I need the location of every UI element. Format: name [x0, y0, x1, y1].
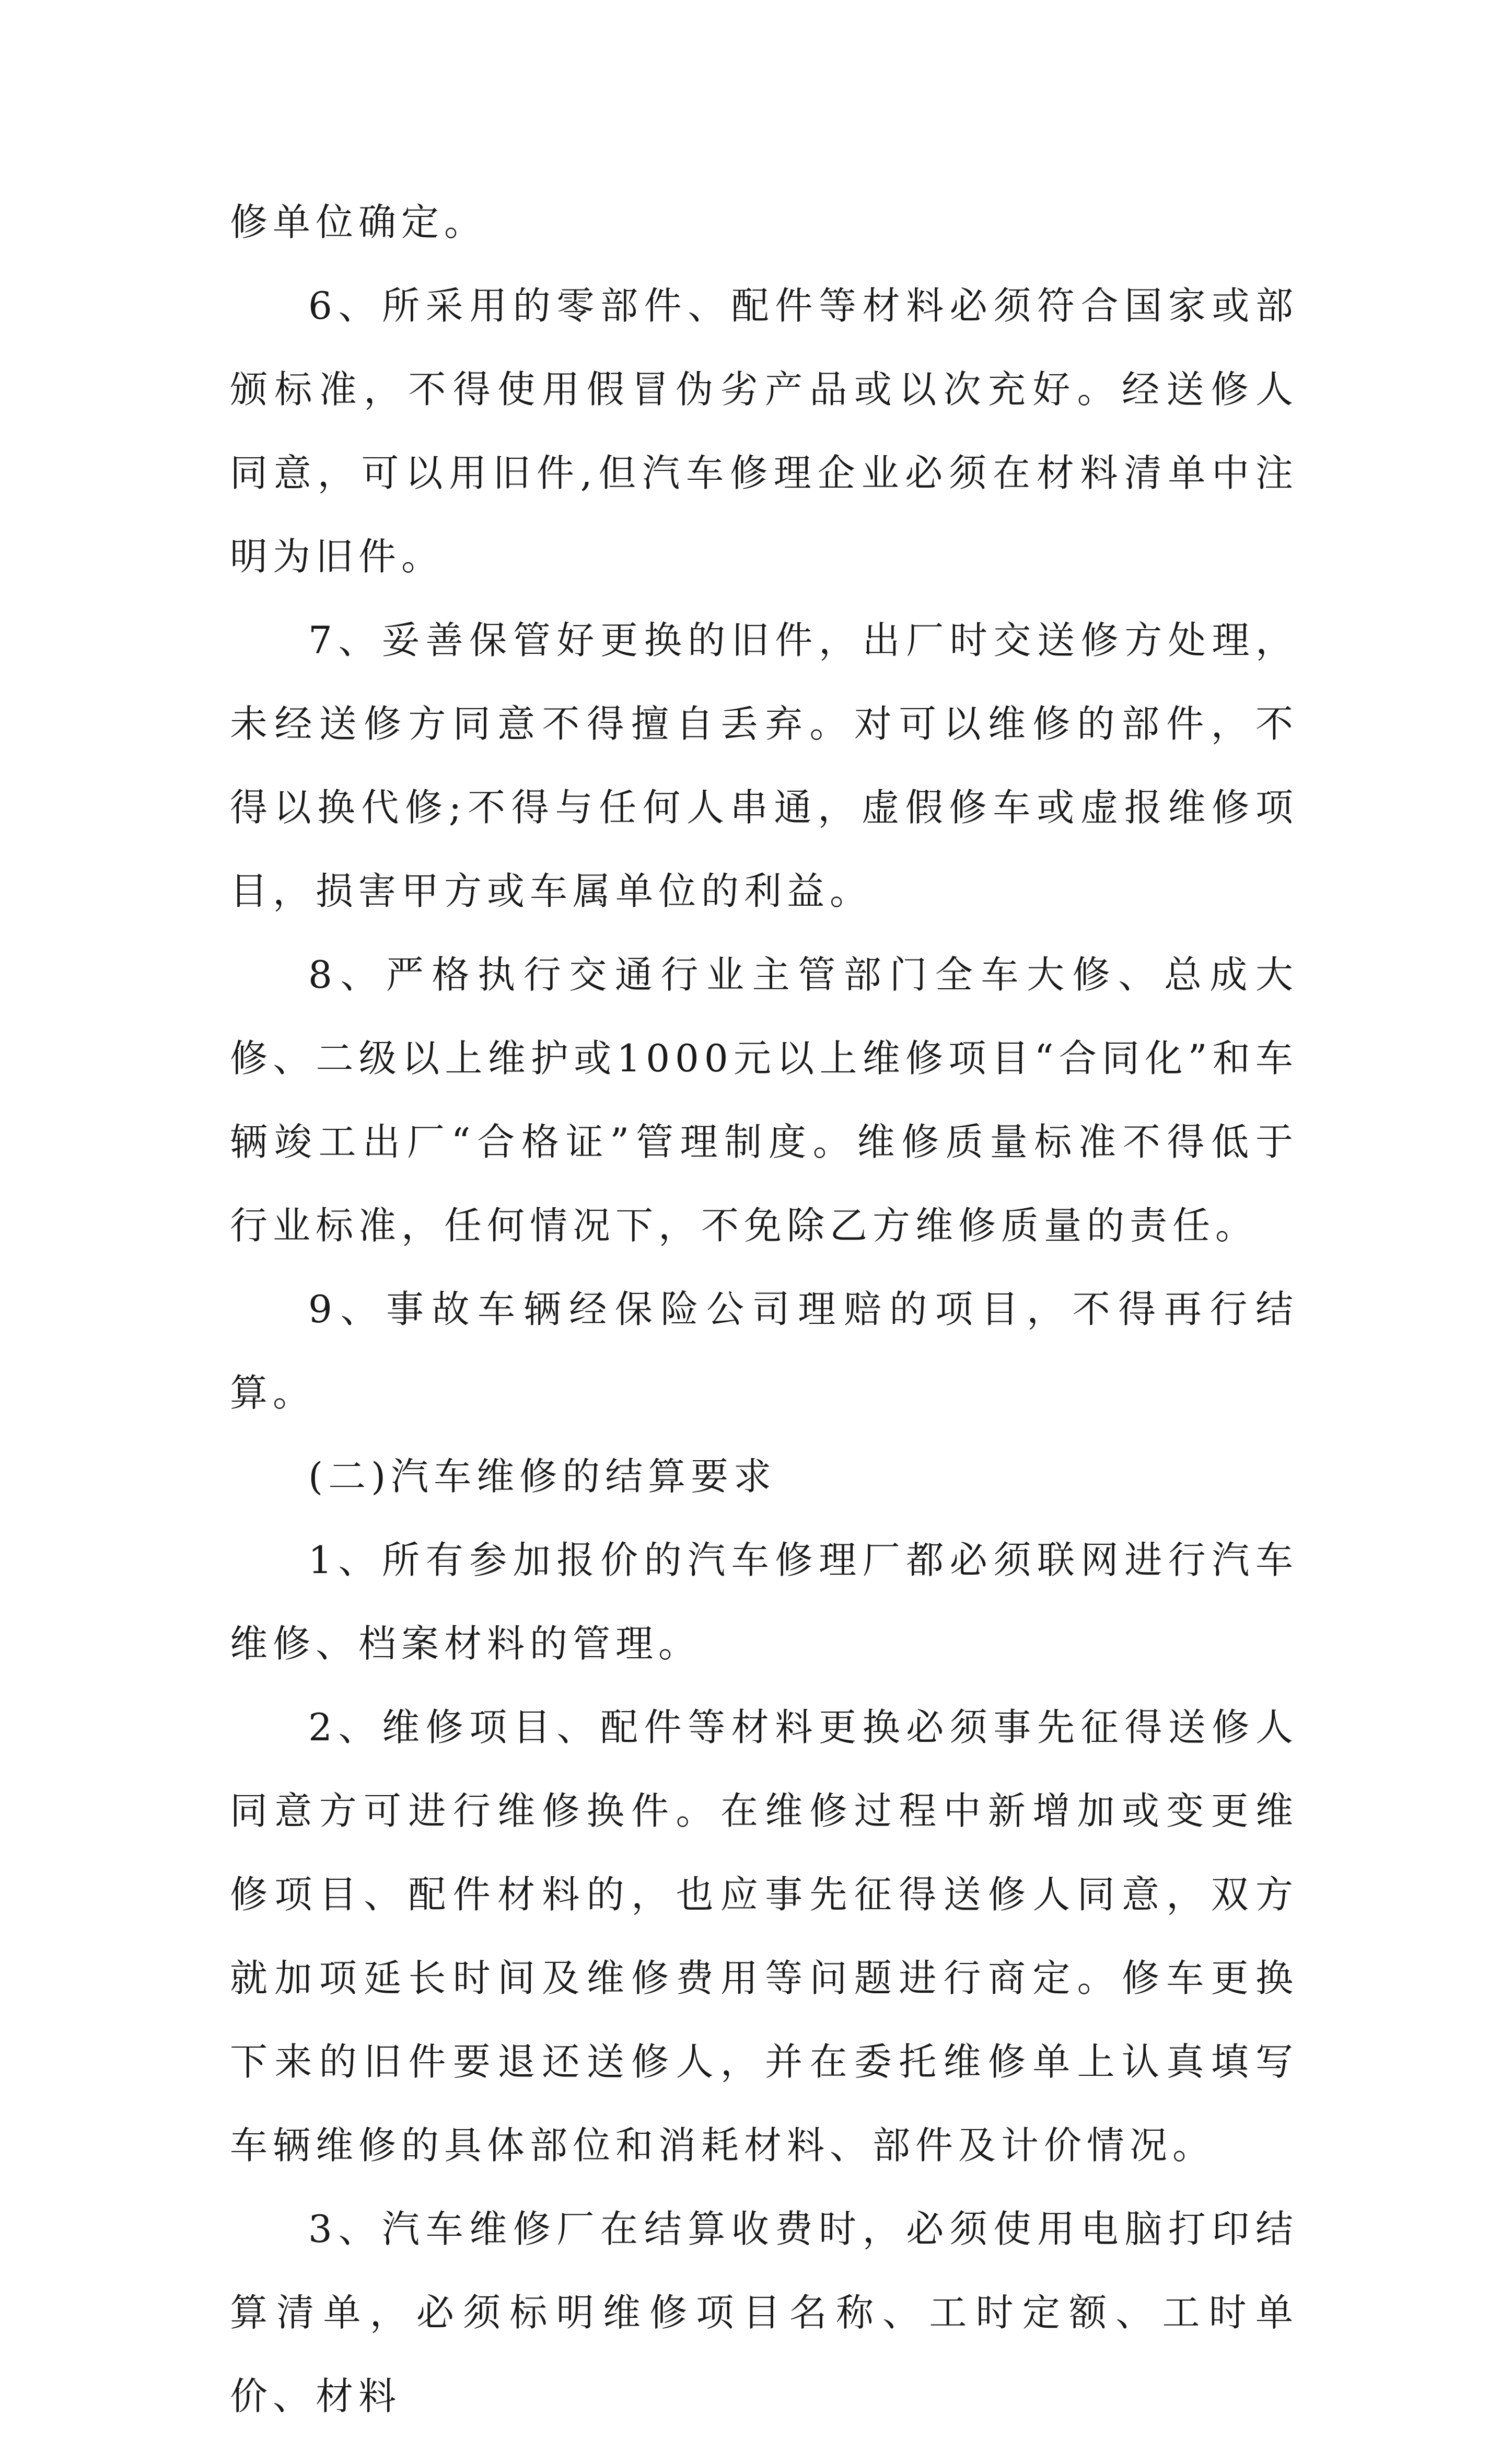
paragraph-item-7: 7、妥善保管好更换的旧件，出厂时交送修方处理，未经送修方同意不得擅自丢弃。对可以维修的部件，不得以换代修;不得与任何人串通，虚假修车或虚报维修项目，损害甲方或车属单位的利益。: [230, 618, 1298, 913]
paragraph-settlement-1: 1、所有参加报价的汽车修理厂都必须联网进行汽车维修、档案材料的管理。: [230, 1538, 1298, 1666]
section-heading-settlement: (二)汽车维修的结算要求: [308, 1454, 777, 1498]
paragraph-item-6: 6、所采用的零部件、配件等材料必须符合国家或部颁标准，不得使用假冒伪劣产品或以次充好。经送修人同意，可以用旧件,但汽车修理企业必须在材料清单中注明为旧件。: [230, 284, 1298, 579]
paragraph-settlement-3: 3、汽车维修厂在结算收费时，必须使用电脑打印结算清单，必须标明维修项目名称、工时定额、工时单价、材料: [230, 2207, 1298, 2418]
paragraph-settlement-2: 2、维修项目、配件等材料更换必须事先征得送修人同意方可进行维修换件。在维修过程中新增加或变更维修项目、配件材料的，也应事先征得送修人同意，双方就加项延长时间及维修费用等问题进行商定。修车更换下来的旧件要退还送修人，并在委托维修单上认真填写车辆维修的具体部位和消耗材料、部件及计价情况。: [230, 1705, 1298, 2167]
paragraph-continuation: 修单位确定。: [230, 200, 487, 244]
document-body: [230, 180, 1298, 2438]
paragraph-item-9: 9、事故车辆经保险公司理赔的项目，不得再行结算。: [230, 1287, 1298, 1415]
paragraph-item-8: 8、严格执行交通行业主管部门全车大修、总成大修、二级以上维护或1000元以上维修项目“合同化”和车辆竣工出厂“合格证”管理制度。维修质量标准不得低于行业标准，任何情况下，不免除乙方维修质量的责任。: [230, 953, 1298, 1247]
